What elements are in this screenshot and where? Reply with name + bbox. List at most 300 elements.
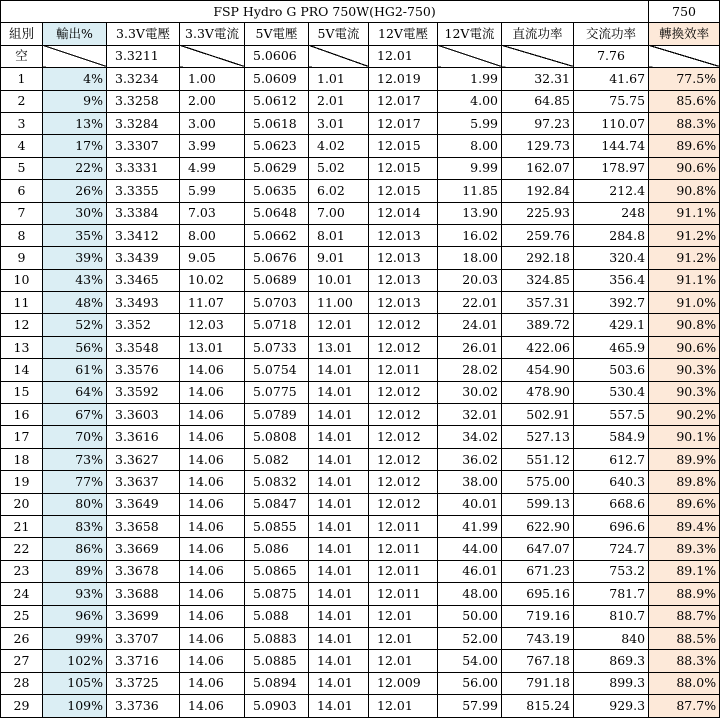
cell-efficiency: 90.3%	[649, 381, 720, 403]
cell-3v3-current: 14.06	[180, 404, 245, 426]
idle-ac-power: 7.76	[574, 45, 649, 67]
table-row	[1, 202, 720, 224]
cell-12v-current: 18.00	[438, 247, 502, 269]
table-row	[1, 583, 720, 605]
table-row	[1, 112, 720, 134]
cell-efficiency: 88.9%	[649, 583, 720, 605]
cell-ac-power: 248	[574, 202, 649, 224]
cell-group: 12	[1, 314, 43, 336]
cell-3v3-current: 14.06	[180, 627, 245, 649]
table-title: FSP Hydro G PRO 750W(HG2-750)	[1, 1, 649, 23]
cell-output-percent: 64%	[43, 381, 107, 403]
cell-3v3-voltage: 3.3592	[107, 381, 180, 403]
cell-ac-power: 668.6	[574, 493, 649, 515]
cell-output-percent: 43%	[43, 269, 107, 291]
cell-12v-voltage: 12.01	[369, 627, 438, 649]
cell-5v-current: 9.01	[309, 247, 369, 269]
cell-3v3-voltage: 3.3699	[107, 605, 180, 627]
cell-3v3-current: 14.06	[180, 605, 245, 627]
cell-efficiency: 91.1%	[649, 269, 720, 291]
header-group: 組別	[1, 23, 43, 45]
cell-dc-power: 551.12	[502, 448, 574, 470]
cell-ac-power: 696.6	[574, 515, 649, 537]
cell-5v-voltage: 5.0648	[245, 202, 309, 224]
cell-output-percent: 26%	[43, 180, 107, 202]
cell-5v-voltage: 5.0775	[245, 381, 309, 403]
cell-12v-current: 28.02	[438, 359, 502, 381]
cell-dc-power: 64.85	[502, 90, 574, 112]
title-row	[1, 1, 720, 23]
cell-dc-power: 527.13	[502, 426, 574, 448]
cell-efficiency: 90.8%	[649, 180, 720, 202]
cell-3v3-current: 5.99	[180, 180, 245, 202]
cell-efficiency: 91.1%	[649, 202, 720, 224]
cell-ac-power: 869.3	[574, 650, 649, 672]
cell-3v3-voltage: 3.3707	[107, 627, 180, 649]
cell-dc-power: 162.07	[502, 157, 574, 179]
cell-12v-voltage: 12.009	[369, 672, 438, 694]
cell-group: 2	[1, 90, 43, 112]
cell-3v3-current: 14.06	[180, 695, 245, 717]
table-row	[1, 381, 720, 403]
cell-3v3-voltage: 3.3627	[107, 448, 180, 470]
cell-dc-power: 259.76	[502, 224, 574, 246]
cell-3v3-voltage: 3.3493	[107, 292, 180, 314]
cell-efficiency: 88.3%	[649, 112, 720, 134]
table-row	[1, 157, 720, 179]
cell-3v3-voltage: 3.3725	[107, 672, 180, 694]
cell-12v-current: 30.02	[438, 381, 502, 403]
cell-efficiency: 90.6%	[649, 157, 720, 179]
cell-5v-current: 14.01	[309, 538, 369, 560]
cell-output-percent: 22%	[43, 157, 107, 179]
cell-5v-current: 6.02	[309, 180, 369, 202]
cell-3v3-voltage: 3.3603	[107, 404, 180, 426]
idle-efficiency-empty	[649, 45, 720, 67]
idle-12v-voltage: 12.01	[369, 45, 438, 67]
cell-group: 23	[1, 560, 43, 582]
cell-12v-voltage: 12.011	[369, 560, 438, 582]
cell-group: 28	[1, 672, 43, 694]
table-row	[1, 90, 720, 112]
cell-5v-current: 14.01	[309, 448, 369, 470]
cell-dc-power: 225.93	[502, 202, 574, 224]
cell-3v3-current: 10.02	[180, 269, 245, 291]
cell-12v-current: 11.85	[438, 180, 502, 202]
table-row	[1, 314, 720, 336]
cell-dc-power: 647.07	[502, 538, 574, 560]
cell-12v-voltage: 12.015	[369, 180, 438, 202]
cell-efficiency: 90.6%	[649, 336, 720, 358]
cell-5v-current: 14.01	[309, 560, 369, 582]
table-row	[1, 359, 720, 381]
idle-dc-power-empty	[502, 45, 574, 67]
cell-output-percent: 52%	[43, 314, 107, 336]
cell-5v-current: 14.01	[309, 381, 369, 403]
cell-ac-power: 753.2	[574, 560, 649, 582]
idle-row	[1, 45, 720, 67]
cell-12v-current: 50.00	[438, 605, 502, 627]
cell-3v3-voltage: 3.3284	[107, 112, 180, 134]
cell-3v3-current: 14.06	[180, 381, 245, 403]
header-12v-current: 12V電流	[438, 23, 502, 45]
cell-5v-voltage: 5.088	[245, 605, 309, 627]
cell-ac-power: 75.75	[574, 90, 649, 112]
table-row	[1, 135, 720, 157]
rated-wattage: 750	[649, 1, 720, 23]
table-row	[1, 224, 720, 246]
cell-12v-current: 4.00	[438, 90, 502, 112]
cell-dc-power: 575.00	[502, 471, 574, 493]
cell-group: 24	[1, 583, 43, 605]
idle-5v-current-empty	[309, 45, 369, 67]
cell-group: 22	[1, 538, 43, 560]
cell-12v-current: 38.00	[438, 471, 502, 493]
cell-12v-voltage: 12.011	[369, 359, 438, 381]
table-row	[1, 247, 720, 269]
cell-efficiency: 88.7%	[649, 605, 720, 627]
cell-5v-voltage: 5.0689	[245, 269, 309, 291]
cell-5v-voltage: 5.0662	[245, 224, 309, 246]
cell-3v3-voltage: 3.3355	[107, 180, 180, 202]
cell-12v-voltage: 12.012	[369, 493, 438, 515]
cell-efficiency: 91.2%	[649, 224, 720, 246]
cell-efficiency: 88.0%	[649, 672, 720, 694]
cell-output-percent: 56%	[43, 336, 107, 358]
cell-5v-current: 14.01	[309, 404, 369, 426]
table-row	[1, 269, 720, 291]
cell-output-percent: 86%	[43, 538, 107, 560]
cell-3v3-voltage: 3.352	[107, 314, 180, 336]
cell-output-percent: 77%	[43, 471, 107, 493]
cell-12v-current: 16.02	[438, 224, 502, 246]
cell-dc-power: 324.85	[502, 269, 574, 291]
cell-dc-power: 767.18	[502, 650, 574, 672]
cell-ac-power: 465.9	[574, 336, 649, 358]
cell-5v-current: 1.01	[309, 68, 369, 90]
cell-3v3-current: 14.06	[180, 448, 245, 470]
cell-output-percent: 99%	[43, 627, 107, 649]
cell-group: 21	[1, 515, 43, 537]
cell-5v-current: 13.01	[309, 336, 369, 358]
cell-dc-power: 502.91	[502, 404, 574, 426]
cell-group: 26	[1, 627, 43, 649]
table-row	[1, 292, 720, 314]
idle-5v-voltage: 5.0606	[245, 45, 309, 67]
cell-ac-power: 640.3	[574, 471, 649, 493]
cell-3v3-current: 14.06	[180, 583, 245, 605]
cell-5v-current: 14.01	[309, 359, 369, 381]
cell-dc-power: 32.31	[502, 68, 574, 90]
cell-3v3-current: 14.06	[180, 493, 245, 515]
cell-3v3-current: 14.06	[180, 538, 245, 560]
cell-12v-voltage: 12.014	[369, 202, 438, 224]
cell-output-percent: 9%	[43, 90, 107, 112]
cell-3v3-current: 3.00	[180, 112, 245, 134]
cell-5v-voltage: 5.0612	[245, 90, 309, 112]
cell-ac-power: 557.5	[574, 404, 649, 426]
cell-3v3-voltage: 3.3678	[107, 560, 180, 582]
cell-12v-voltage: 12.013	[369, 247, 438, 269]
cell-3v3-voltage: 3.3412	[107, 224, 180, 246]
cell-3v3-voltage: 3.3669	[107, 538, 180, 560]
cell-3v3-current: 14.06	[180, 560, 245, 582]
cell-efficiency: 91.0%	[649, 292, 720, 314]
cell-group: 13	[1, 336, 43, 358]
cell-12v-current: 24.01	[438, 314, 502, 336]
cell-output-percent: 89%	[43, 560, 107, 582]
idle-12v-current-empty	[438, 45, 502, 67]
header-efficiency: 轉換效率	[649, 23, 720, 45]
cell-5v-voltage: 5.0808	[245, 426, 309, 448]
cell-group: 5	[1, 157, 43, 179]
cell-dc-power: 719.16	[502, 605, 574, 627]
cell-ac-power: 781.7	[574, 583, 649, 605]
cell-efficiency: 89.1%	[649, 560, 720, 582]
cell-efficiency: 77.5%	[649, 68, 720, 90]
cell-group: 18	[1, 448, 43, 470]
cell-output-percent: 96%	[43, 605, 107, 627]
cell-12v-current: 22.01	[438, 292, 502, 314]
cell-12v-voltage: 12.013	[369, 292, 438, 314]
cell-12v-voltage: 12.017	[369, 112, 438, 134]
cell-5v-current: 11.00	[309, 292, 369, 314]
cell-12v-current: 8.00	[438, 135, 502, 157]
cell-efficiency: 89.3%	[649, 538, 720, 560]
cell-3v3-voltage: 3.3736	[107, 695, 180, 717]
cell-output-percent: 73%	[43, 448, 107, 470]
cell-3v3-voltage: 3.3688	[107, 583, 180, 605]
idle-3v3-current-empty	[180, 45, 245, 67]
cell-output-percent: 70%	[43, 426, 107, 448]
cell-5v-current: 5.02	[309, 157, 369, 179]
cell-12v-voltage: 12.011	[369, 538, 438, 560]
cell-efficiency: 89.8%	[649, 471, 720, 493]
cell-5v-voltage: 5.0847	[245, 493, 309, 515]
cell-12v-voltage: 12.013	[369, 269, 438, 291]
cell-5v-voltage: 5.0635	[245, 180, 309, 202]
cell-3v3-voltage: 3.3576	[107, 359, 180, 381]
cell-3v3-voltage: 3.3234	[107, 68, 180, 90]
cell-ac-power: 840	[574, 627, 649, 649]
cell-12v-current: 20.03	[438, 269, 502, 291]
cell-5v-current: 14.01	[309, 493, 369, 515]
cell-5v-voltage: 5.0855	[245, 515, 309, 537]
cell-dc-power: 129.73	[502, 135, 574, 157]
table-row	[1, 404, 720, 426]
cell-5v-voltage: 5.0754	[245, 359, 309, 381]
cell-12v-voltage: 12.011	[369, 515, 438, 537]
idle-output-empty	[43, 45, 107, 67]
cell-group: 15	[1, 381, 43, 403]
cell-12v-voltage: 12.015	[369, 157, 438, 179]
cell-dc-power: 292.18	[502, 247, 574, 269]
cell-5v-current: 14.01	[309, 672, 369, 694]
table-row	[1, 627, 720, 649]
table-row	[1, 560, 720, 582]
cell-efficiency: 87.7%	[649, 695, 720, 717]
cell-3v3-current: 11.07	[180, 292, 245, 314]
cell-12v-current: 48.00	[438, 583, 502, 605]
cell-ac-power: 429.1	[574, 314, 649, 336]
table-row	[1, 336, 720, 358]
cell-output-percent: 61%	[43, 359, 107, 381]
cell-12v-current: 44.00	[438, 538, 502, 560]
cell-group: 10	[1, 269, 43, 291]
cell-12v-voltage: 12.011	[369, 583, 438, 605]
cell-ac-power: 530.4	[574, 381, 649, 403]
table-row	[1, 650, 720, 672]
table-row	[1, 493, 720, 515]
cell-3v3-current: 14.06	[180, 359, 245, 381]
cell-3v3-voltage: 3.3258	[107, 90, 180, 112]
cell-output-percent: 80%	[43, 493, 107, 515]
cell-12v-voltage: 12.015	[369, 135, 438, 157]
cell-5v-voltage: 5.086	[245, 538, 309, 560]
table-row	[1, 68, 720, 90]
cell-output-percent: 105%	[43, 672, 107, 694]
cell-5v-voltage: 5.0832	[245, 471, 309, 493]
header-5v-voltage: 5V電壓	[245, 23, 309, 45]
cell-5v-voltage: 5.0885	[245, 650, 309, 672]
cell-12v-current: 36.02	[438, 448, 502, 470]
cell-12v-current: 34.02	[438, 426, 502, 448]
cell-ac-power: 612.7	[574, 448, 649, 470]
cell-3v3-current: 14.06	[180, 426, 245, 448]
table-row	[1, 180, 720, 202]
cell-dc-power: 454.90	[502, 359, 574, 381]
cell-5v-current: 14.01	[309, 695, 369, 717]
table-row	[1, 426, 720, 448]
cell-ac-power: 503.6	[574, 359, 649, 381]
cell-group: 17	[1, 426, 43, 448]
cell-5v-voltage: 5.0883	[245, 627, 309, 649]
cell-efficiency: 88.3%	[649, 650, 720, 672]
table-row	[1, 672, 720, 694]
cell-5v-current: 8.01	[309, 224, 369, 246]
cell-12v-voltage: 12.012	[369, 404, 438, 426]
cell-group: 8	[1, 224, 43, 246]
cell-efficiency: 89.4%	[649, 515, 720, 537]
cell-group: 11	[1, 292, 43, 314]
header-5v-current: 5V電流	[309, 23, 369, 45]
cell-dc-power: 422.06	[502, 336, 574, 358]
cell-ac-power: 392.7	[574, 292, 649, 314]
header-12v-voltage: 12V電壓	[369, 23, 438, 45]
cell-3v3-current: 14.06	[180, 515, 245, 537]
cell-dc-power: 192.84	[502, 180, 574, 202]
cell-5v-voltage: 5.082	[245, 448, 309, 470]
cell-dc-power: 97.23	[502, 112, 574, 134]
cell-12v-current: 46.01	[438, 560, 502, 582]
cell-12v-voltage: 12.012	[369, 381, 438, 403]
cell-5v-current: 4.02	[309, 135, 369, 157]
cell-group: 19	[1, 471, 43, 493]
cell-5v-current: 14.01	[309, 583, 369, 605]
cell-3v3-current: 2.00	[180, 90, 245, 112]
cell-5v-voltage: 5.0623	[245, 135, 309, 157]
cell-output-percent: 93%	[43, 583, 107, 605]
cell-5v-voltage: 5.0789	[245, 404, 309, 426]
cell-5v-current: 14.01	[309, 426, 369, 448]
table-row	[1, 605, 720, 627]
cell-3v3-current: 7.03	[180, 202, 245, 224]
cell-3v3-current: 8.00	[180, 224, 245, 246]
cell-ac-power: 929.3	[574, 695, 649, 717]
cell-3v3-current: 14.06	[180, 672, 245, 694]
idle-group: 空	[1, 45, 43, 67]
cell-dc-power: 622.90	[502, 515, 574, 537]
header-row	[1, 23, 720, 45]
cell-ac-power: 144.74	[574, 135, 649, 157]
cell-12v-voltage: 12.01	[369, 650, 438, 672]
table-row	[1, 448, 720, 470]
table-row	[1, 538, 720, 560]
table-row	[1, 515, 720, 537]
cell-12v-voltage: 12.012	[369, 336, 438, 358]
cell-output-percent: 48%	[43, 292, 107, 314]
cell-5v-current: 3.01	[309, 112, 369, 134]
cell-ac-power: 110.07	[574, 112, 649, 134]
header-3v3-current: 3.3V電流	[180, 23, 245, 45]
cell-5v-current: 14.01	[309, 515, 369, 537]
cell-5v-voltage: 5.0903	[245, 695, 309, 717]
cell-group: 4	[1, 135, 43, 157]
cell-5v-current: 12.01	[309, 314, 369, 336]
cell-efficiency: 90.8%	[649, 314, 720, 336]
cell-5v-current: 10.01	[309, 269, 369, 291]
cell-3v3-voltage: 3.3465	[107, 269, 180, 291]
cell-output-percent: 13%	[43, 112, 107, 134]
cell-3v3-current: 3.99	[180, 135, 245, 157]
cell-dc-power: 478.90	[502, 381, 574, 403]
cell-group: 16	[1, 404, 43, 426]
cell-3v3-current: 14.06	[180, 471, 245, 493]
cell-5v-voltage: 5.0875	[245, 583, 309, 605]
cell-ac-power: 320.4	[574, 247, 649, 269]
cell-group: 6	[1, 180, 43, 202]
cell-5v-current: 14.01	[309, 627, 369, 649]
cell-group: 1	[1, 68, 43, 90]
cell-12v-current: 1.99	[438, 68, 502, 90]
cell-12v-current: 56.00	[438, 672, 502, 694]
cell-group: 14	[1, 359, 43, 381]
cell-5v-voltage: 5.0618	[245, 112, 309, 134]
cell-3v3-voltage: 3.3616	[107, 426, 180, 448]
cell-group: 3	[1, 112, 43, 134]
cell-ac-power: 810.7	[574, 605, 649, 627]
cell-group: 7	[1, 202, 43, 224]
cell-3v3-voltage: 3.3649	[107, 493, 180, 515]
cell-ac-power: 584.9	[574, 426, 649, 448]
cell-dc-power: 815.24	[502, 695, 574, 717]
cell-3v3-voltage: 3.3331	[107, 157, 180, 179]
cell-3v3-current: 12.03	[180, 314, 245, 336]
cell-efficiency: 90.1%	[649, 426, 720, 448]
cell-dc-power: 357.31	[502, 292, 574, 314]
cell-ac-power: 284.8	[574, 224, 649, 246]
cell-3v3-voltage: 3.3439	[107, 247, 180, 269]
cell-output-percent: 17%	[43, 135, 107, 157]
cell-5v-voltage: 5.0609	[245, 68, 309, 90]
cell-12v-voltage: 12.019	[369, 68, 438, 90]
header-ac-power: 交流功率	[574, 23, 649, 45]
table-row	[1, 695, 720, 717]
cell-12v-voltage: 12.013	[369, 224, 438, 246]
cell-3v3-voltage: 3.3548	[107, 336, 180, 358]
cell-output-percent: 39%	[43, 247, 107, 269]
cell-5v-voltage: 5.0629	[245, 157, 309, 179]
